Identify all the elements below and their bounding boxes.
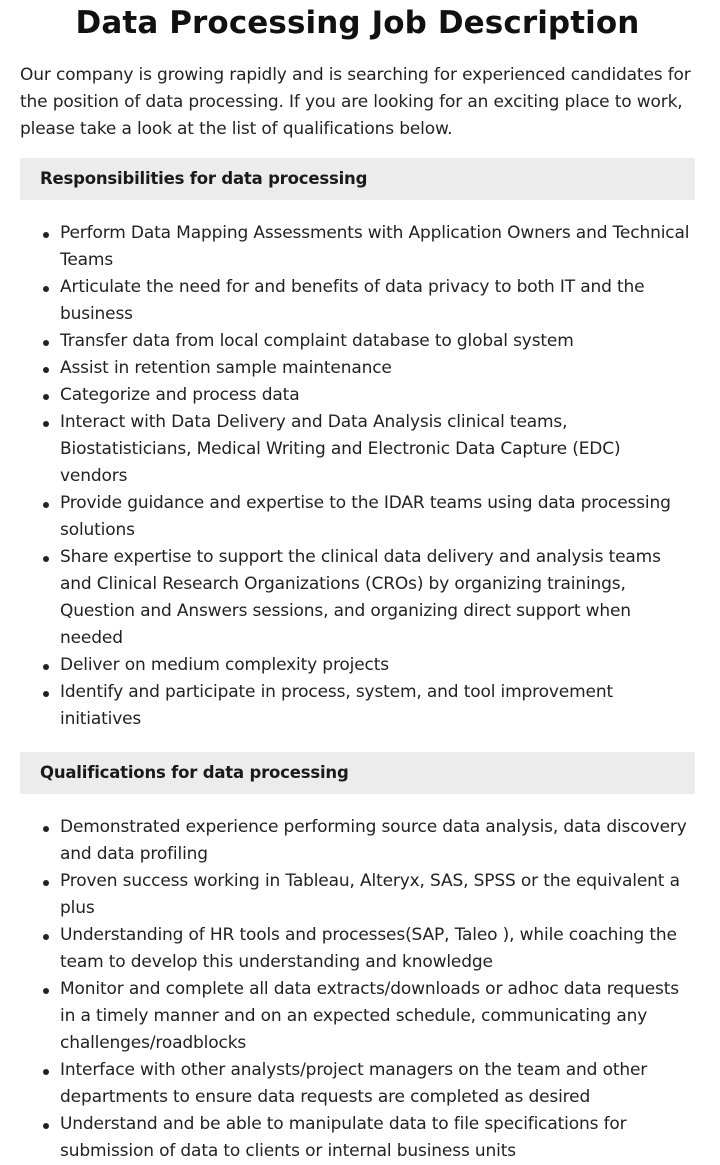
- list-item: Transfer data from local complaint database to global system: [60, 328, 690, 355]
- list-item: Categorize and process data: [60, 382, 690, 409]
- list-item: Articulate the need for and benefits of data privacy to both IT and the business: [60, 274, 690, 328]
- list-item: Share expertise to support the clinical data delivery and analysis teams and Clinical Research Organizations (CROs) by organizing trainings, Question and Answers sessions, and organizing direct support when needed: [60, 544, 690, 652]
- qualifications-list: [20, 814, 690, 1165]
- list-item: Proven success working in Tableau, Alteryx, SAS, SPSS or the equivalent a plus: [60, 868, 690, 922]
- list-item: Assist in retention sample maintenance: [60, 355, 690, 382]
- responsibilities-list: [20, 220, 690, 733]
- list-item: Interact with Data Delivery and Data Analysis clinical teams, Biostatisticians, Medical Writing and Electronic Data Capture (EDC) vendors: [60, 409, 690, 490]
- list-item: Understanding of HR tools and processes(SAP, Taleo ), while coaching the team to develop this understanding and knowledge: [60, 922, 690, 976]
- list-item: Monitor and complete all data extracts/downloads or adhoc data requests in a timely manner and on an expected schedule, communicating any challenges/roadblocks: [60, 976, 690, 1057]
- intro-paragraph: Our company is growing rapidly and is searching for experienced candidates for the position of data processing. If you are looking for an exciting place to work, please take a look at the list of qualifications below.: [20, 65, 691, 139]
- list-item: Provide guidance and expertise to the IDAR teams using data processing solutions: [60, 490, 690, 544]
- list-item: Deliver on medium complexity projects: [60, 652, 690, 679]
- page-title: Data Processing Job Description: [75, 5, 640, 41]
- list-item: Identify and participate in process, system, and tool improvement initiatives: [60, 679, 690, 733]
- list-item: Interface with other analysts/project managers on the team and other departments to ensure data requests are completed as desired: [60, 1057, 690, 1111]
- responsibilities-heading: Responsibilities for data processing: [20, 158, 695, 200]
- list-item: Perform Data Mapping Assessments with Application Owners and Technical Teams: [60, 220, 690, 274]
- qualifications-heading: Qualifications for data processing: [20, 752, 695, 794]
- list-item: Demonstrated experience performing source data analysis, data discovery and data profiling: [60, 814, 690, 868]
- list-item: Understand and be able to manipulate data to file specifications for submission of data to clients or internal business units: [60, 1111, 690, 1165]
